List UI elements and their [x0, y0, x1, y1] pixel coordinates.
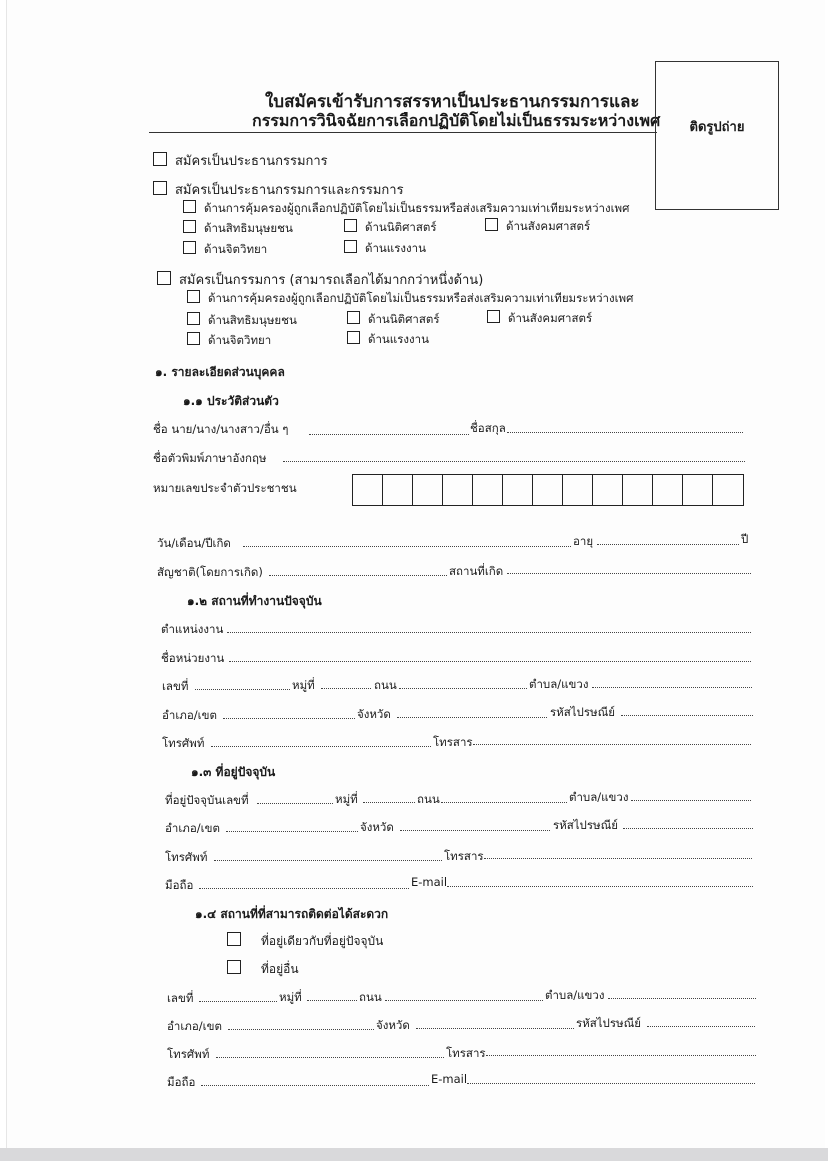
work-fax-field[interactable] — [473, 744, 751, 745]
nationality-label: สัญชาติ(โดยการเกิด) — [157, 565, 263, 579]
work-moo-label: หมู่ที่ — [292, 678, 315, 692]
option-same-address[interactable]: ที่อยู่เดียวกับที่อยู่ปัจจุบัน — [227, 932, 383, 951]
work-postcode-label: รหัสไปรษณีย์ — [550, 705, 616, 719]
option-a-human-rights[interactable]: ด้านสิทธิมนุษยชน — [183, 220, 293, 238]
id-digit-box[interactable] — [503, 475, 533, 505]
work-subdistrict-label: ตำบล/แขวง — [529, 677, 589, 691]
option-a-social[interactable]: ด้านสังคมศาสตร์ — [485, 218, 590, 236]
id-digit-box[interactable] — [653, 475, 683, 505]
id-digit-box[interactable] — [473, 475, 503, 505]
id-digit-box[interactable] — [623, 475, 653, 505]
contact-fax-field[interactable] — [486, 1055, 756, 1056]
home-mobile-field[interactable] — [199, 888, 409, 889]
section13-heading: ๑.๓ ที่อยู่ปัจจุบัน — [191, 765, 276, 779]
age-label: อายุ — [573, 534, 594, 548]
option-b-human-rights[interactable]: ด้านสิทธิมนุษยชน — [187, 312, 297, 330]
contact-road-field[interactable] — [385, 1000, 543, 1001]
home-number-field[interactable] — [257, 803, 333, 804]
id-digit-box[interactable] — [383, 475, 413, 505]
birthplace-label: สถานที่เกิด — [449, 564, 504, 578]
checkbox-a-labor[interactable] — [344, 240, 357, 253]
form-page — [6, 0, 825, 1148]
work-phone-field[interactable] — [211, 746, 431, 747]
home-moo-field[interactable] — [363, 802, 415, 803]
option-b-law[interactable]: ด้านนิติศาสตร์ — [347, 311, 440, 329]
work-moo-field[interactable] — [321, 688, 371, 689]
birthplace-field[interactable] — [507, 573, 751, 574]
home-district-label: อำเภอ/เขต — [165, 821, 220, 835]
id-digit-box[interactable] — [683, 475, 713, 505]
work-province-label: จังหวัด — [357, 707, 391, 721]
id-number-label: หมายเลขประจำตัวประชาชน — [153, 481, 297, 495]
page-bottom-edge — [0, 1148, 828, 1161]
agency-label: ชื่อหน่วยงาน — [161, 651, 225, 665]
section11-heading: ๑.๑ ประวัติส่วนตัว — [183, 394, 279, 408]
work-district-label: อำเภอ/เขต — [162, 708, 217, 722]
checkbox-a-protection[interactable] — [183, 200, 196, 213]
id-digit-box[interactable] — [533, 475, 563, 505]
years-label: ปี — [741, 532, 749, 546]
option-b-psychology[interactable]: ด้านจิตวิทยา — [187, 332, 271, 350]
contact-email-label: E-mail — [431, 1072, 468, 1086]
home-postcode-field[interactable] — [623, 828, 753, 829]
contact-phone-field[interactable] — [216, 1057, 444, 1058]
home-province-label: จังหวัด — [360, 820, 394, 834]
checkbox-a-human-rights[interactable] — [183, 220, 196, 233]
checkbox-b-law[interactable] — [347, 311, 360, 324]
english-name-label: ชื่อตัวพิมพ์ภาษาอังกฤษ — [153, 451, 267, 465]
contact-road-label: ถนน — [359, 990, 382, 1004]
home-province-field[interactable] — [400, 830, 550, 831]
home-mobile-label: มือถือ — [165, 878, 194, 892]
option-a-labor[interactable]: ด้านแรงงาน — [344, 240, 426, 258]
position-label: ตำแหน่งงาน — [161, 622, 224, 636]
id-digit-box[interactable] — [413, 475, 443, 505]
home-email-field[interactable] — [447, 886, 753, 887]
position-field[interactable] — [227, 632, 751, 633]
checkbox-b-labor[interactable] — [347, 331, 360, 344]
contact-postcode-field[interactable] — [647, 1026, 755, 1027]
option-b-labor[interactable]: ด้านแรงงาน — [347, 331, 429, 349]
birth-date-label: วัน/เดือน/ปีเกิด — [157, 536, 231, 550]
option-a-law[interactable]: ด้านนิติศาสตร์ — [344, 219, 437, 237]
section12-heading: ๑.๒ สถานที่ทำงานปัจจุบัน — [187, 594, 322, 608]
work-fax-label: โทรสาร — [433, 735, 473, 749]
photo-box[interactable] — [655, 61, 779, 210]
contact-number-field[interactable] — [199, 1001, 277, 1002]
contact-fax-label: โทรสาร — [446, 1046, 486, 1060]
surname-label: ชื่อสกุล — [470, 421, 506, 435]
contact-email-field[interactable] — [467, 1083, 755, 1084]
work-phone-label: โทรศัพท์ — [162, 736, 205, 750]
contact-number-label: เลขที่ — [167, 991, 194, 1005]
name-label: ชื่อ นาย/นาง/นางสาว/อื่น ๆ — [153, 422, 289, 436]
contact-phone-label: โทรศัพท์ — [167, 1047, 210, 1061]
option-chair[interactable]: สมัครเป็นประธานกรรมการ — [153, 150, 328, 171]
id-digit-box[interactable] — [593, 475, 623, 505]
work-district-field[interactable] — [223, 718, 355, 719]
checkbox-chair-member[interactable] — [153, 181, 167, 195]
checkbox-chair[interactable] — [153, 152, 167, 166]
option-chair-member[interactable]: สมัครเป็นประธานกรรมการและกรรมการ — [153, 179, 404, 200]
checkbox-b-social[interactable] — [487, 310, 500, 323]
checkbox-same-address[interactable] — [227, 932, 241, 946]
contact-moo-label: หมู่ที่ — [279, 990, 302, 1004]
english-name-field[interactable] — [283, 461, 745, 462]
contact-subdistrict-label: ตำบล/แขวง — [545, 988, 605, 1002]
work-postcode-field[interactable] — [621, 715, 753, 716]
name-field[interactable] — [309, 434, 469, 435]
checkbox-b-psychology[interactable] — [187, 332, 200, 345]
checkbox-other-address[interactable] — [227, 960, 241, 974]
checkbox-b-human-rights[interactable] — [187, 312, 200, 325]
home-fax-field[interactable] — [484, 858, 752, 859]
section14-heading: ๑.๔ สถานที่ที่สามารถติดต่อได้สะดวก — [195, 907, 389, 921]
home-postcode-label: รหัสไปรษณีย์ — [553, 818, 619, 832]
title-underline — [149, 132, 657, 133]
home-district-field[interactable] — [226, 831, 358, 832]
work-number-field[interactable] — [195, 689, 290, 690]
work-road-label: ถนน — [374, 678, 397, 692]
contact-district-label: อำเภอ/เขต — [167, 1019, 222, 1033]
home-number-label: ที่อยู่ปัจจุบันเลขที่ — [165, 793, 249, 807]
contact-postcode-label: รหัสไปรษณีย์ — [576, 1016, 642, 1030]
option-b-social[interactable]: ด้านสังคมศาสตร์ — [487, 310, 592, 328]
home-fax-label: โทรสาร — [444, 849, 484, 863]
form-title-line1: ใบสมัครเข้ารับการสรรหาเป็นประธานกรรมการและ — [265, 92, 640, 112]
birth-date-field[interactable] — [243, 546, 571, 547]
home-road-field[interactable] — [441, 802, 567, 803]
age-field[interactable] — [597, 544, 739, 545]
home-moo-label: หมู่ที่ — [335, 792, 358, 806]
section1-heading: ๑. รายละเอียดส่วนบุคคล — [155, 365, 285, 379]
surname-field[interactable] — [507, 432, 743, 433]
home-road-label: ถนน — [417, 792, 440, 806]
checkbox-member[interactable] — [157, 271, 171, 285]
home-subdistrict-label: ตำบล/แขวง — [569, 790, 629, 804]
checkbox-b-protection[interactable] — [187, 290, 200, 303]
home-phone-field[interactable] — [214, 860, 442, 861]
nationality-field[interactable] — [269, 575, 447, 576]
contact-mobile-label: มือถือ — [167, 1075, 196, 1089]
work-road-field[interactable] — [399, 688, 527, 689]
work-subdistrict-field[interactable] — [592, 687, 752, 688]
work-province-field[interactable] — [397, 717, 547, 718]
option-b-protection[interactable]: ด้านการคุ้มครองผู้ถูกเลือกปฏิบัติโดยไม่เป็นธรรมหรือส่งเสริมความเท่าเทียมระหว่างเพศ — [187, 290, 633, 308]
home-email-label: E-mail — [411, 875, 448, 889]
contact-mobile-field[interactable] — [201, 1085, 429, 1086]
contact-province-label: จังหวัด — [376, 1018, 410, 1032]
contact-district-field[interactable] — [228, 1029, 374, 1030]
option-a-psychology[interactable]: ด้านจิตวิทยา — [183, 241, 267, 259]
id-number-boxes[interactable] — [352, 474, 744, 506]
option-other-address[interactable]: ที่อยู่อื่น — [227, 960, 299, 979]
agency-field[interactable] — [229, 661, 751, 662]
home-phone-label: โทรศัพท์ — [165, 850, 208, 864]
checkbox-a-law[interactable] — [344, 219, 357, 232]
work-number-label: เลขที่ — [162, 679, 189, 693]
option-member[interactable]: สมัครเป็นกรรมการ (สามารถเลือกได้มากกว่าหนึ่งด้าน) — [157, 269, 483, 290]
id-digit-box[interactable] — [353, 475, 383, 505]
checkbox-a-social[interactable] — [485, 218, 498, 231]
contact-province-field[interactable] — [416, 1028, 574, 1029]
id-digit-box[interactable] — [443, 475, 473, 505]
home-subdistrict-field[interactable] — [631, 800, 751, 801]
id-digit-box[interactable] — [563, 475, 593, 505]
contact-moo-field[interactable] — [307, 1000, 357, 1001]
id-digit-box[interactable] — [713, 475, 743, 505]
photo-label: ติดรูปถ่าย — [689, 120, 745, 135]
contact-subdistrict-field[interactable] — [608, 998, 756, 999]
form-title-line2: กรรมการวินิจฉัยการเลือกปฏิบัติโดยไม่เป็นธรรมระหว่างเพศ — [252, 111, 661, 130]
checkbox-a-psychology[interactable] — [183, 241, 196, 254]
option-a-protection[interactable]: ด้านการคุ้มครองผู้ถูกเลือกปฏิบัติโดยไม่เป็นธรรมหรือส่งเสริมความเท่าเทียมระหว่างเพศ — [183, 200, 629, 218]
